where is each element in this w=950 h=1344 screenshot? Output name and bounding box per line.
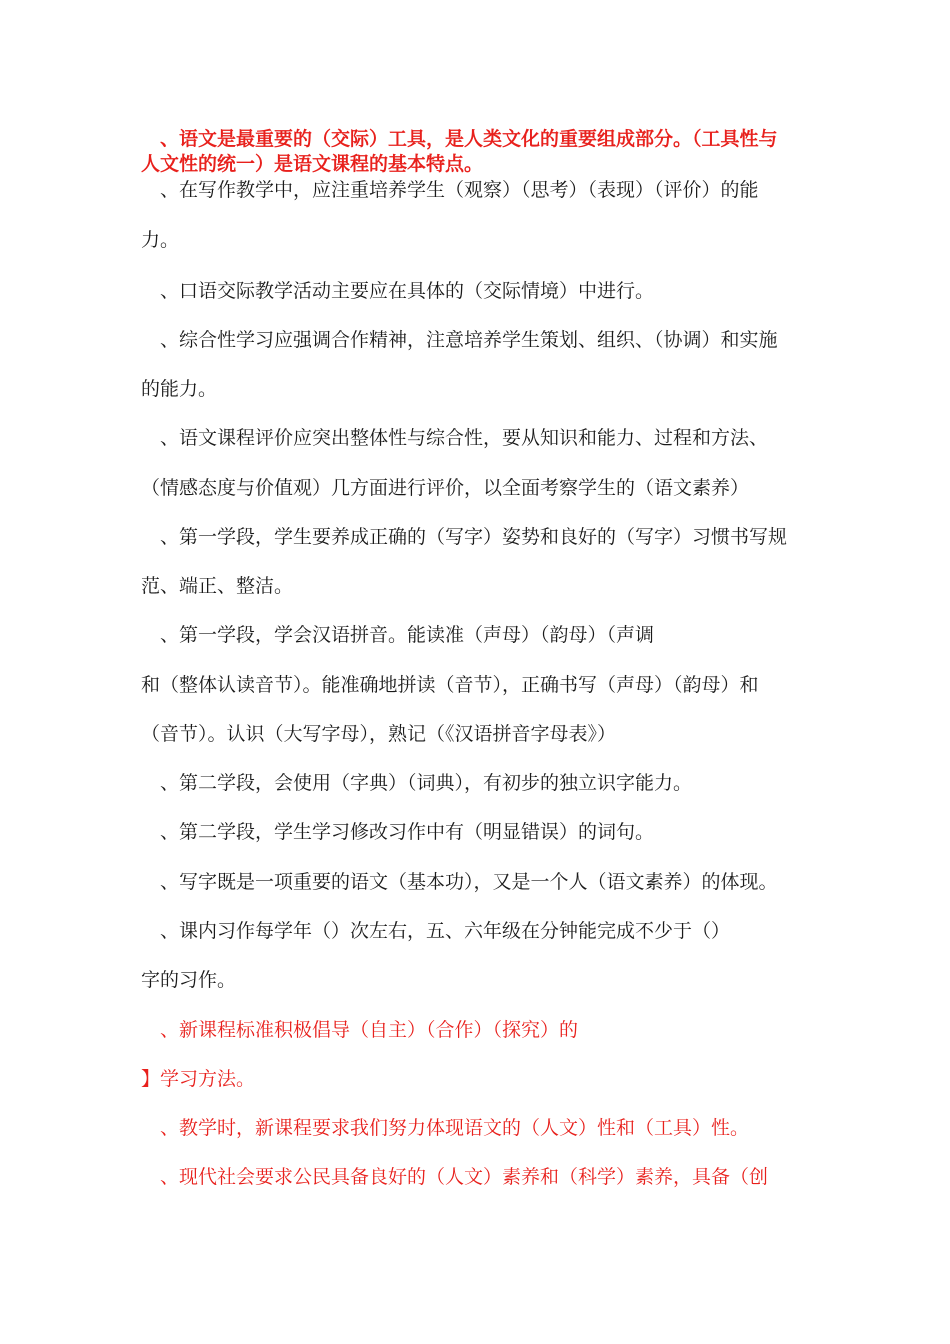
text-line-18: 、课内习作每学年（）次左右，五、六年级在分钟能完成不少于（） [160, 920, 731, 942]
text-line-11: 范、端正、整洁。 [141, 575, 294, 597]
text-line-10: 、第一学段，学生要养成正确的（写字）姿势和良好的（写字）习惯书写规 [160, 526, 788, 548]
text-line-16: 、第二学段，学生学习修改习作中有（明显错误）的词句。 [160, 821, 655, 843]
text-line-4: 力。 [141, 229, 180, 251]
text-line-21: 】学习方法。 [141, 1068, 256, 1090]
text-line-9: （情感态度与价值观）几方面进行评价，以全面考察学生的（语文素养） [141, 477, 750, 499]
text-line-22: 、教学时，新课程要求我们努力体现语文的（人文）性和（工具）性。 [160, 1117, 750, 1139]
text-line-20: 、新课程标准积极倡导（自主）（合作）（探究）的 [160, 1019, 579, 1041]
text-line-6: 、综合性学习应强调合作精神，注意培养学生策划、组织、（协调）和实施 [160, 329, 778, 351]
text-line-1: 、语文是最重要的（交际）工具，是人类文化的重要组成部分。（工具性与 [160, 128, 778, 150]
text-line-8: 、语文课程评价应突出整体性与综合性，要从知识和能力、过程和方法、 [160, 427, 769, 449]
text-line-19: 字的习作。 [141, 969, 237, 991]
text-line-3: 、在写作教学中，应注重培养学生（观察）（思考）（表现）（评价）的能 [160, 179, 759, 201]
text-line-15: 、第二学段，会使用（字典）（词典），有初步的独立识字能力。 [160, 772, 693, 794]
text-line-12: 、第一学段，学会汉语拼音。能读准（声母）（韵母）（声调 [160, 624, 655, 646]
text-line-14: （音节）。认识（大写字母），熟记（《汉语拼音字母表》） [141, 723, 617, 745]
text-line-7: 的能力。 [141, 378, 218, 400]
text-line-13: 和（整体认读音节）。能准确地拼读（音节），正确书写（声母）（韵母）和 [141, 674, 759, 696]
text-line-17: 、写字既是一项重要的语文（基本功），又是一个人（语文素养）的体现。 [160, 871, 778, 893]
text-line-5: 、口语交际教学活动主要应在具体的（交际情境）中进行。 [160, 280, 655, 302]
text-line-23: 、现代社会要求公民具备良好的（人文）素养和（科学）素养，具备（创 [160, 1166, 769, 1188]
text-line-2: 人文性的统一）是语文课程的基本特点。 [141, 153, 484, 175]
